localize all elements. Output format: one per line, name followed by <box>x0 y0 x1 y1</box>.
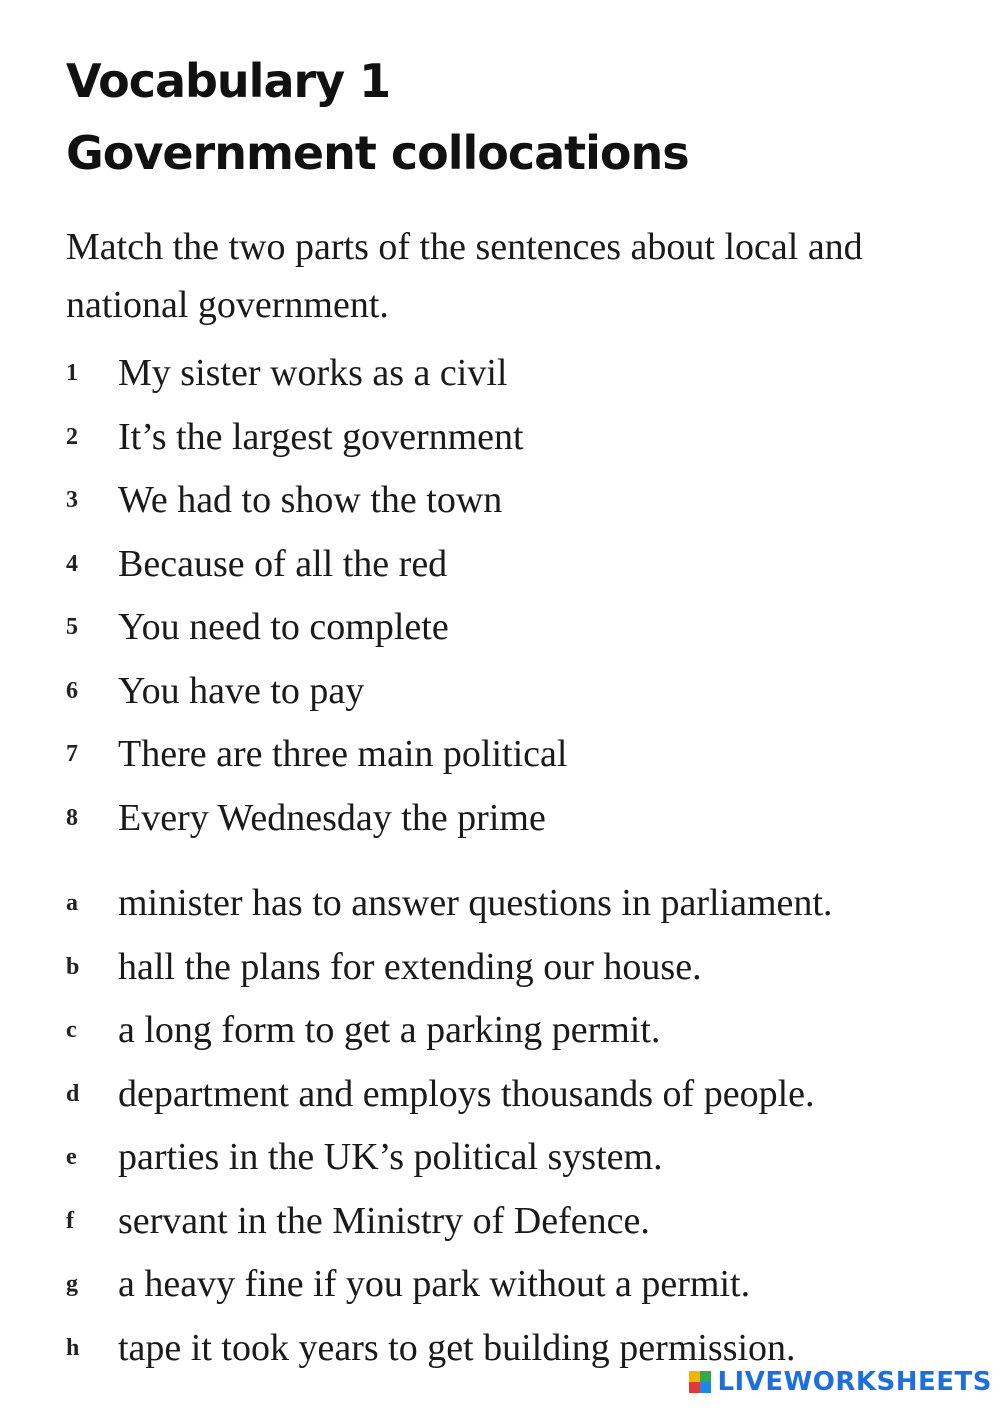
item-text: minister has to answer questions in parliament. <box>118 882 833 924</box>
item-number: 6 <box>66 677 78 704</box>
sentence-beginning-item <box>0 533 1000 597</box>
item-letter: h <box>66 1334 80 1361</box>
item-text: There are three main political <box>118 733 568 775</box>
item-text: Every Wednesday the prime <box>118 796 546 839</box>
sentence-ending-item <box>0 1190 1000 1254</box>
item-number: 7 <box>66 741 78 767</box>
sentence-beginning-item <box>0 342 1000 406</box>
item-letter: a <box>66 890 78 916</box>
item-text: We had to show the town <box>118 479 503 521</box>
sentence-beginning-item <box>0 787 1000 851</box>
sentence-beginning-item <box>0 660 1000 724</box>
item-letter: g <box>66 1271 78 1297</box>
item-letter: d <box>66 1080 80 1107</box>
liveworksheets-logo-icon <box>689 1371 711 1393</box>
item-text: parties in the UK’s political system. <box>118 1136 663 1178</box>
item-text: My sister works as a civil <box>118 352 508 394</box>
sentence-beginning-item <box>0 596 1000 660</box>
item-letter: c <box>66 1017 77 1043</box>
sentence-ending-item <box>0 936 1000 1000</box>
sentence-ending-item <box>0 1126 1000 1190</box>
item-letter: e <box>66 1144 77 1170</box>
page-subtitle: Government collocations <box>66 126 689 180</box>
sentence-ending-item <box>0 1253 1000 1317</box>
item-number: 1 <box>66 360 78 386</box>
item-text: tape it took years to get building permission. <box>118 1326 796 1369</box>
sentence-beginning-item <box>0 723 1000 787</box>
item-text: servant in the Ministry of Defence. <box>118 1199 650 1242</box>
liveworksheets-brand[interactable] <box>689 1365 992 1399</box>
sentence-endings-list <box>0 872 1000 1380</box>
sentence-ending-item <box>0 872 1000 936</box>
item-text: Because of all the red <box>118 542 448 585</box>
item-number: 3 <box>66 487 78 513</box>
item-text: You need to complete <box>118 606 449 648</box>
item-letter: b <box>66 953 80 980</box>
item-text: a long form to get a parking permit. <box>118 1009 661 1051</box>
item-number: 2 <box>66 423 78 450</box>
item-text: department and employs thousands of people. <box>118 1072 815 1115</box>
item-number: 8 <box>66 804 78 831</box>
item-letter: f <box>66 1207 74 1234</box>
brand-name: LIVEWORKSHEETS <box>717 1367 992 1397</box>
sentence-beginnings-list <box>0 342 1000 850</box>
item-number: 5 <box>66 614 78 640</box>
item-text: It’s the largest government <box>118 415 524 458</box>
sentence-ending-item <box>0 1063 1000 1127</box>
item-text: hall the plans for extending our house. <box>118 945 702 988</box>
item-text: a heavy fine if you park without a permit. <box>118 1263 751 1305</box>
item-text: You have to pay <box>118 669 365 712</box>
item-number: 4 <box>66 550 78 577</box>
instructions-text: Match the two parts of the sentences about local and national government. <box>66 226 863 326</box>
sentence-beginning-item <box>0 406 1000 470</box>
page-title: Vocabulary 1 <box>66 54 391 108</box>
sentence-ending-item <box>0 999 1000 1063</box>
sentence-beginning-item <box>0 469 1000 533</box>
